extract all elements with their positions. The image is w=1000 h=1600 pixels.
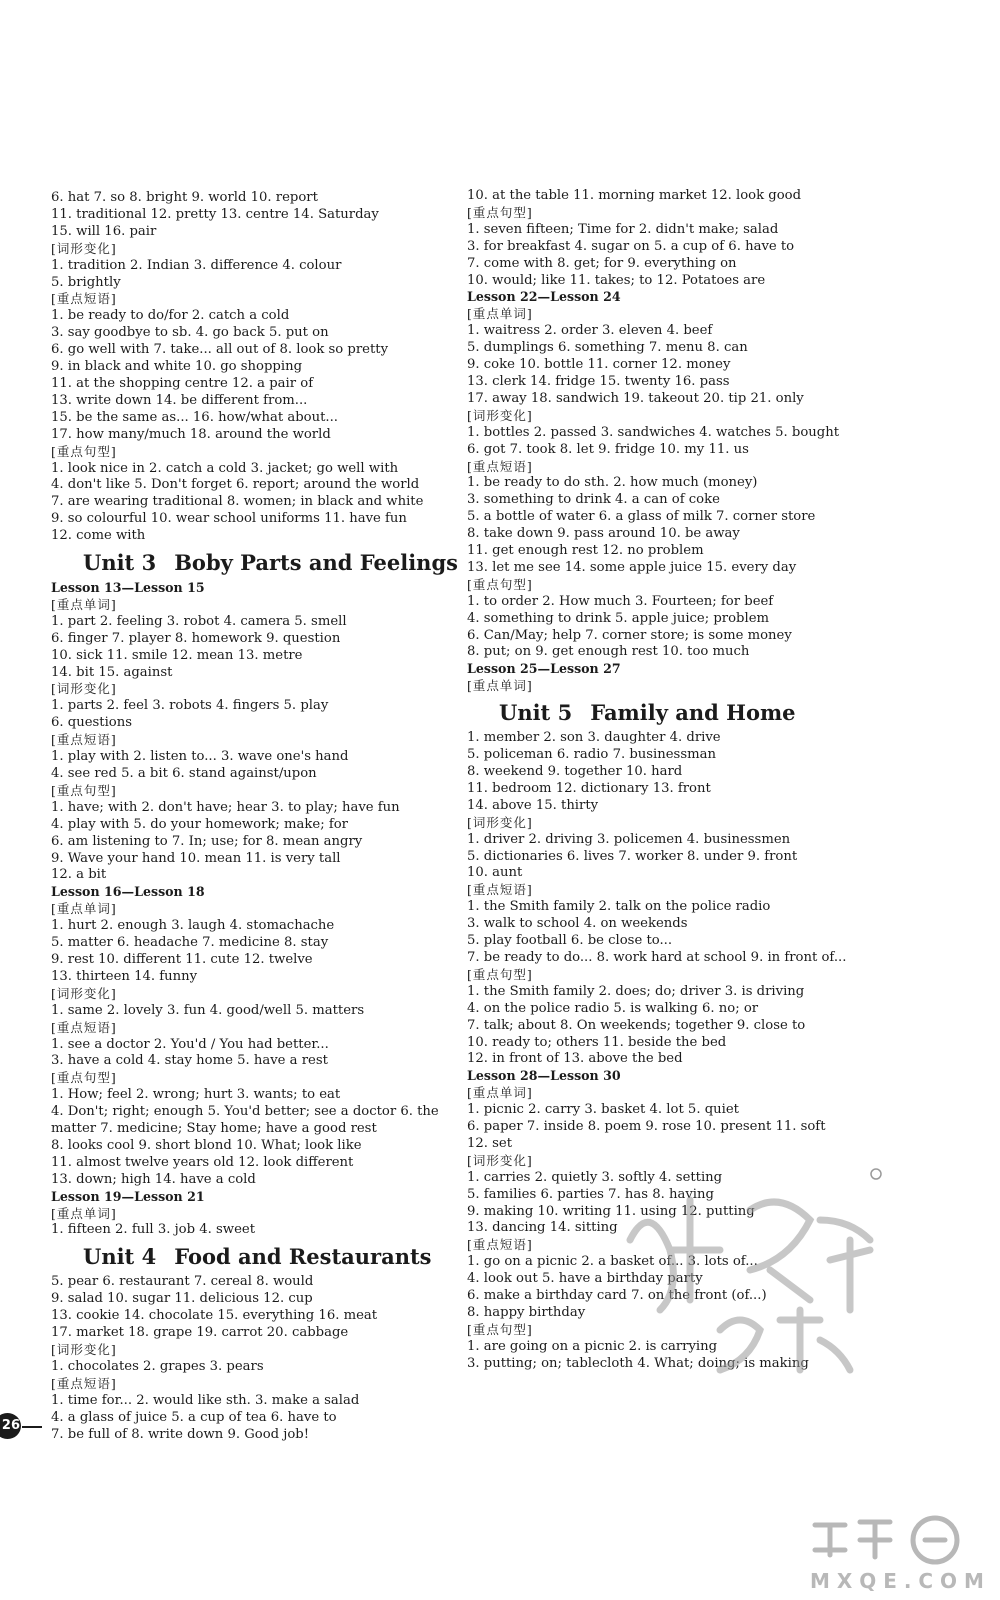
answer-line: 1. the Smith family 2. does; do; driver 3. is driving: [467, 983, 805, 999]
answer-line: 5. policeman 6. radio 7. businessman: [467, 747, 716, 763]
answer-line: 9. salad 10. sugar 11. delicious 12. cup: [51, 1291, 313, 1307]
answer-line: 9. so colourful 10. wear school uniforms 11. have fun: [51, 511, 407, 527]
section-heading: [词形变化]: [51, 1342, 117, 1357]
answer-line: 12. set: [467, 1135, 513, 1151]
answer-line: 15. be the same as... 16. how/what about...: [51, 409, 338, 425]
answer-line: 9. coke 10. bottle 11. corner 12. money: [467, 357, 731, 373]
answer-line: 6. hat 7. so 8. bright 9. world 10. report: [51, 190, 318, 205]
answer-line: 6. finger 7. player 8. homework 9. question: [51, 630, 341, 646]
answer-line: 13. down; high 14. have a cold: [51, 1171, 256, 1187]
lesson-heading: Lesson 22—Lesson 24: [467, 289, 621, 305]
section-heading: [重点单词]: [51, 901, 117, 917]
answer-line: 4. Don't; right; enough 5. You'd better; see a doctor 6. the: [51, 1104, 439, 1120]
answer-line: 10. sick 11. smile 12. mean 13. metre: [51, 647, 303, 663]
answer-line: 1. picnic 2. carry 3. basket 4. lot 5. quiet: [467, 1102, 739, 1118]
section-heading: [重点句型]: [51, 1070, 117, 1086]
answer-line: 1. play with 2. listen to... 3. wave one's hand: [51, 749, 349, 765]
answer-line: 6. make a birthday card 7. on the front (of...): [467, 1288, 767, 1304]
answer-line: 3. walk to school 4. on weekends: [467, 916, 688, 932]
section-heading: [重点单词]: [51, 1205, 117, 1221]
section-heading: [词形变化]: [467, 407, 533, 423]
section-heading: [重点短语]: [51, 732, 117, 748]
answer-line: 4. a glass of juice 5. a cup of tea 6. have to: [51, 1409, 337, 1425]
answer-line: 1. see a doctor 2. You'd / You had better...: [51, 1036, 329, 1052]
answer-line: 9. Wave your hand 10. mean 11. is very tall: [51, 850, 341, 866]
answer-line: 13. write down 14. be different from...: [51, 392, 308, 408]
answer-line: 7. talk; about 8. On weekends; together 9. close to: [467, 1017, 806, 1033]
answer-line: 7. come with 8. get; for 9. everything on: [467, 255, 737, 271]
section-heading: [重点短语]: [51, 1375, 117, 1391]
answer-line: 14. above 15. thirty: [467, 797, 599, 813]
answer-line: 6. Can/May; help 7. corner store; is some money: [467, 627, 792, 643]
unit3-number: Unit 3: [83, 550, 157, 576]
left-column: [51, 190, 456, 1443]
answer-line: 5. brightly: [51, 274, 121, 290]
answer-line: 6. am listening to 7. In; use; for 8. mean angry: [51, 833, 363, 849]
answer-line: 5. families 6. parties 7. has 8. having: [467, 1186, 714, 1202]
answer-line: 1. driver 2. driving 3. policemen 4. businessmen: [467, 831, 791, 847]
answer-line: 1. to order 2. How much 3. Fourteen; for beef: [467, 593, 774, 609]
lesson-heading: Lesson 16—Lesson 18: [51, 884, 205, 900]
answer-line: 13. clerk 14. fridge 15. twenty 16. pass: [467, 373, 730, 389]
answer-line: matter 7. medicine; Stay home; have a good rest: [51, 1121, 377, 1137]
section-heading: [重点短语]: [467, 1237, 533, 1253]
answer-line: 1. tradition 2. Indian 3. difference 4. colour: [51, 257, 342, 273]
answer-line: 13. thirteen 14. funny: [51, 968, 198, 984]
answer-line: 9. making 10. writing 11. using 12. putting: [467, 1203, 755, 1219]
section-heading: [重点句型]: [467, 1321, 533, 1337]
lesson-heading: Lesson 19—Lesson 21: [51, 1188, 205, 1204]
answer-line: 5. a bottle of water 6. a glass of milk 7. corner store: [467, 509, 816, 525]
answer-line: 4. something to drink 5. apple juice; problem: [467, 610, 770, 626]
answer-line: 3. something to drink 4. a can of coke: [467, 492, 720, 508]
answer-line: 8. put; on 9. get enough rest 10. too much: [467, 644, 750, 660]
unit5-title: [467, 699, 872, 727]
answer-line: 11. almost twelve years old 12. look different: [51, 1154, 354, 1170]
section-heading: [重点单词]: [467, 1085, 533, 1101]
section-heading: [重点句型]: [467, 576, 533, 592]
answer-line: 6. questions: [51, 715, 132, 731]
answer-line: 1. are going on a picnic 2. is carrying: [467, 1338, 718, 1354]
answer-line: 12. a bit: [51, 867, 107, 883]
unit5-number: Unit 5: [499, 700, 573, 726]
section-heading: [词形变化]: [51, 681, 117, 697]
answer-line: 5. matter 6. headache 7. medicine 8. stay: [51, 935, 329, 951]
unit4-title: [51, 1243, 456, 1271]
answer-line: 9. rest 10. different 11. cute 12. twelve: [51, 951, 313, 967]
answer-line: 11. traditional 12. pretty 13. centre 14. Saturday: [51, 206, 379, 222]
answer-line: 8. happy birthday: [467, 1305, 586, 1320]
svg-text:M X Q E . C O M: M X Q E . C O M: [810, 1569, 984, 1593]
page-number: 26: [0, 1413, 21, 1439]
answer-line: 7. be full of 8. write down 9. Good job!: [51, 1426, 310, 1442]
answer-line: 11. at the shopping centre 12. a pair of: [51, 375, 314, 391]
answer-line: 1. seven fifteen; Time for 2. didn't make; salad: [467, 221, 779, 237]
answer-line: 1. fifteen 2. full 3. job 4. sweet: [51, 1222, 255, 1238]
answer-line: 1. be ready to do sth. 2. how much (money): [467, 475, 758, 491]
page-number-badge: [0, 1413, 42, 1439]
section-heading: [词形变化]: [467, 1152, 533, 1168]
answer-line: 7. be ready to do... 8. work hard at school 9. in front of...: [467, 949, 847, 965]
answer-line: 10. ready to; others 11. beside the bed: [467, 1034, 727, 1050]
answer-line: 5. play football 6. be close to...: [467, 933, 673, 949]
answer-line: 1. be ready to do/for 2. catch a cold: [51, 308, 290, 324]
answer-line: 1. part 2. feeling 3. robot 4. camera 5. smell: [51, 613, 347, 629]
section-heading: [重点句型]: [467, 204, 533, 220]
answer-line: 4. on the police radio 5. is walking 6. no; or: [467, 1000, 759, 1016]
answer-line: 10. at the table 11. morning market 12. look good: [467, 188, 802, 203]
answer-line: 13. let me see 14. some apple juice 15. every day: [467, 559, 797, 575]
section-heading: [重点句型]: [51, 443, 117, 459]
section-heading: [重点句型]: [467, 966, 533, 982]
answer-line: 1. chocolates 2. grapes 3. pears: [51, 1358, 264, 1374]
section-heading: [重点单词]: [467, 678, 533, 694]
answer-line: 10. aunt: [467, 865, 523, 881]
answer-line: 8. take down 9. pass around 10. be away: [467, 526, 740, 542]
page-number-rule: [22, 1426, 42, 1428]
section-heading: [重点单词]: [51, 596, 117, 612]
answer-line: 8. weekend 9. together 10. hard: [467, 764, 683, 779]
answer-line: 3. say goodbye to sb. 4. go back 5. put on: [51, 325, 329, 341]
answer-line: 14. bit 15. against: [51, 664, 173, 680]
answer-line: 6. go well with 7. take... all out of 8. look so pretty: [51, 342, 389, 358]
answer-line: 15. will 16. pair: [51, 223, 157, 239]
answer-line: 6. got 7. took 8. let 9. fridge 10. my 11. us: [467, 441, 749, 457]
lesson-heading: Lesson 25—Lesson 27: [467, 661, 621, 677]
answer-line: 4. look out 5. have a birthday party: [467, 1271, 703, 1287]
answer-line: 11. get enough rest 12. no problem: [467, 543, 704, 559]
answer-line: 1. member 2. son 3. daughter 4. drive: [467, 730, 721, 746]
lesson-heading: Lesson 28—Lesson 30: [467, 1068, 621, 1084]
answer-line: 10. would; like 11. takes; to 12. Potatoes are: [467, 272, 766, 288]
answer-line: 1. bottles 2. passed 3. sandwiches 4. watches 5. bought: [467, 424, 840, 440]
answer-line: 5. pear 6. restaurant 7. cereal 8. would: [51, 1274, 314, 1290]
lesson-heading: Lesson 13—Lesson 15: [51, 580, 205, 596]
answer-line: 3. putting; on; tablecloth 4. What; doing; is making: [467, 1355, 809, 1371]
answer-line: 3. for breakfast 4. sugar on 5. a cup of 6. have to: [467, 238, 795, 254]
answer-line: 9. in black and white 10. go shopping: [51, 359, 303, 375]
answer-line: 1. waitress 2. order 3. eleven 4. beef: [467, 323, 713, 339]
answer-line: 11. bedroom 12. dictionary 13. front: [467, 780, 711, 796]
answer-line: 1. parts 2. feel 3. robots 4. fingers 5. play: [51, 698, 329, 714]
answer-line: 1. go on a picnic 2. a basket of... 3. lots of...: [467, 1254, 758, 1270]
answer-line: 1. carries 2. quietly 3. softly 4. setting: [467, 1169, 723, 1185]
answer-line: 1. same 2. lovely 3. fun 4. good/well 5. matters: [51, 1002, 365, 1018]
section-heading: [重点短语]: [51, 1019, 117, 1035]
answer-line: 17. away 18. sandwich 19. takeout 20. tip 21. only: [467, 390, 804, 406]
section-heading: [重点短语]: [51, 291, 117, 307]
answer-line: 5. dumplings 6. something 7. menu 8. can: [467, 340, 748, 356]
answer-line: 5. dictionaries 6. lives 7. worker 8. under 9. front: [467, 848, 798, 864]
unit3-title: [51, 549, 456, 577]
unit5-name: Family and Home: [590, 700, 796, 726]
section-heading: [词形变化]: [51, 240, 117, 256]
answer-line: 13. dancing 14. sitting: [467, 1220, 618, 1236]
answer-line: 4. don't like 5. Don't forget 6. report; around the world: [51, 477, 420, 493]
answer-line: 1. the Smith family 2. talk on the police radio: [467, 899, 771, 915]
answer-line: 4. play with 5. do your homework; make; for: [51, 816, 348, 832]
section-heading: [重点单词]: [467, 306, 533, 322]
section-heading: [重点短语]: [467, 458, 533, 474]
answer-line: 8. looks cool 9. short blond 10. What; look like: [51, 1137, 362, 1153]
section-heading: [词形变化]: [51, 985, 117, 1001]
answer-line: 17. market 18. grape 19. carrot 20. cabbage: [51, 1325, 349, 1341]
answer-line: 1. hurt 2. enough 3. laugh 4. stomachache: [51, 918, 335, 934]
answer-line: 13. cookie 14. chocolate 15. everything 16. meat: [51, 1308, 378, 1324]
answer-line: 1. How; feel 2. wrong; hurt 3. wants; to eat: [51, 1087, 341, 1103]
answer-line: 1. have; with 2. don't have; hear 3. to play; have fun: [51, 799, 400, 815]
unit3-name: Boby Parts and Feelings: [174, 550, 458, 576]
answer-line: 3. have a cold 4. stay home 5. have a rest: [51, 1053, 328, 1069]
answer-line: 12. in front of 13. above the bed: [467, 1051, 683, 1067]
unit4-number: Unit 4: [83, 1244, 157, 1270]
section-heading: [词形变化]: [467, 814, 533, 830]
section-heading: [重点句型]: [51, 782, 117, 798]
answer-line: 12. come with: [51, 528, 146, 544]
site-watermark: [800, 1510, 990, 1595]
right-column: [467, 188, 872, 1373]
answer-line: 4. see red 5. a bit 6. stand against/upon: [51, 766, 317, 781]
answer-line: 1. look nice in 2. catch a cold 3. jacket; go well with: [51, 460, 399, 476]
section-heading: [重点短语]: [467, 882, 533, 898]
answer-line: 7. are wearing traditional 8. women; in black and white: [51, 494, 424, 510]
answer-line: 17. how many/much 18. around the world: [51, 426, 331, 442]
answer-line: 6. paper 7. inside 8. poem 9. rose 10. present 11. soft: [467, 1119, 826, 1135]
unit4-name: Food and Restaurants: [174, 1244, 432, 1270]
answer-line: 1. time for... 2. would like sth. 3. make a salad: [51, 1392, 360, 1408]
